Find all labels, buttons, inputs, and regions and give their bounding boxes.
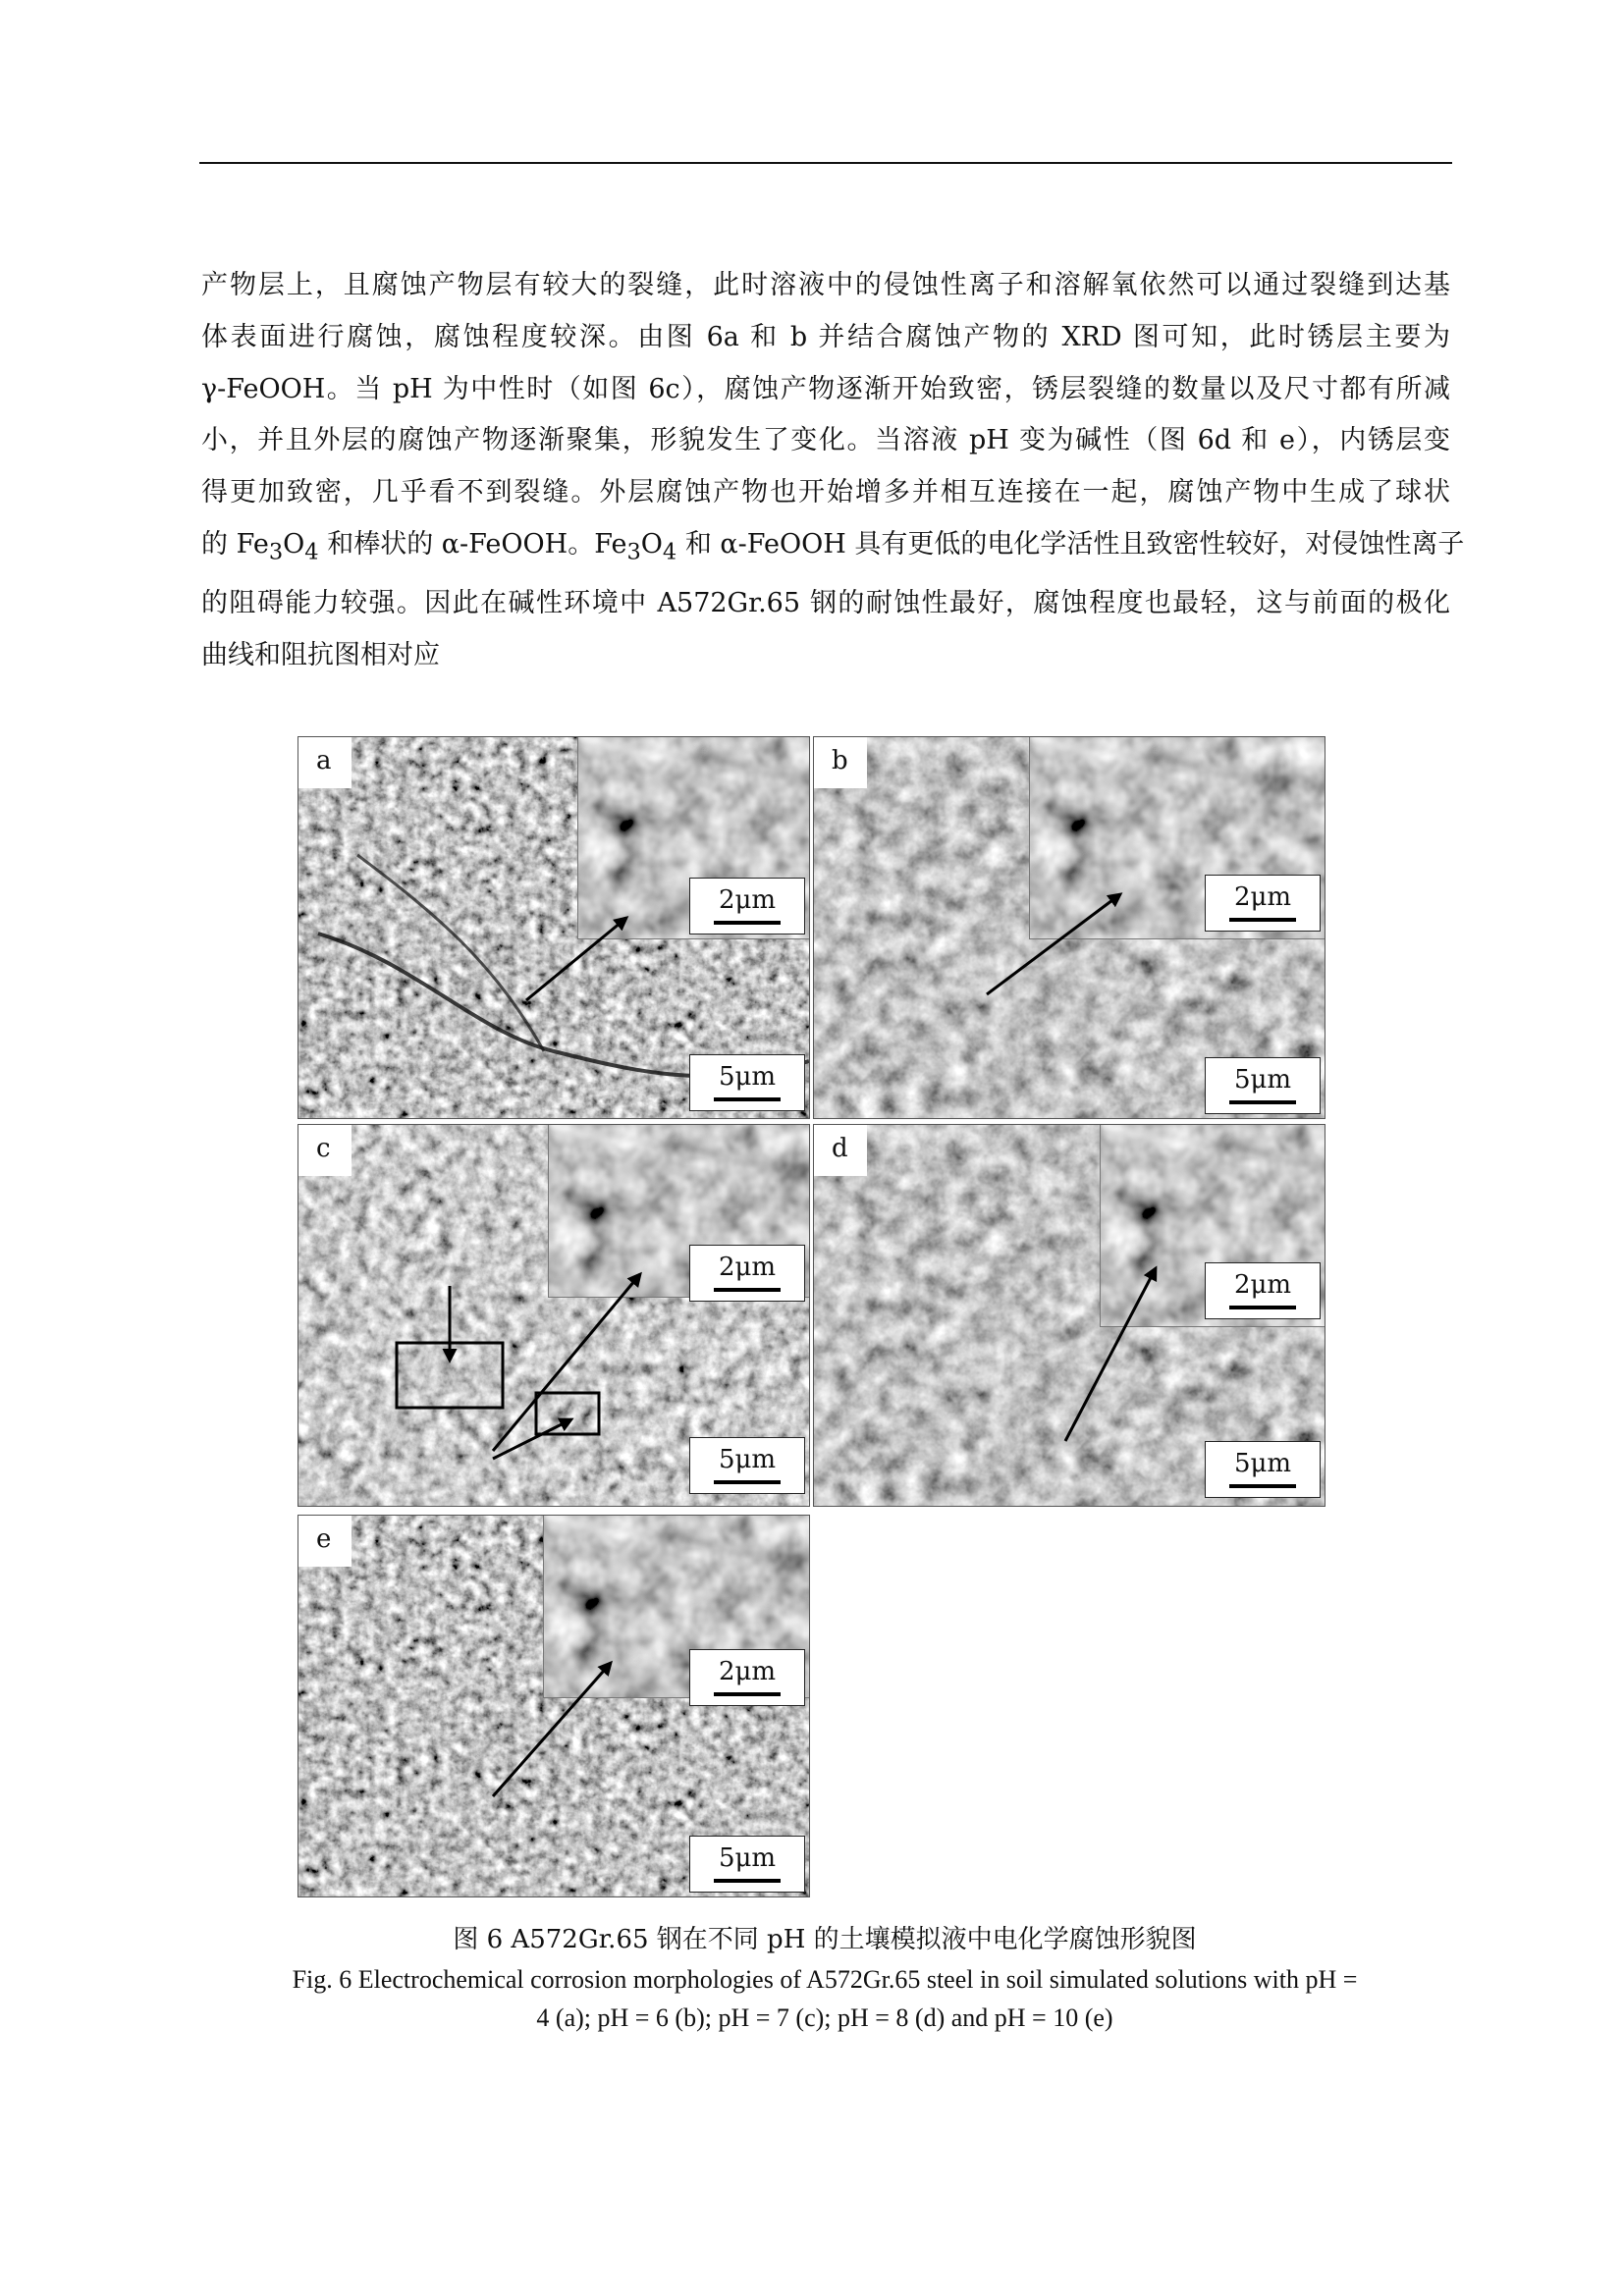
body-line: 得更加致密，几乎看不到裂缝。外层腐蚀产物也开始增多并相互连接在一起，腐蚀产物中生成了球状 [201,477,1450,508]
main-scale-bar: 5μm [689,1836,805,1893]
inset-scale-bar: 2μm [689,1649,805,1706]
figure-caption-en [236,1960,1414,2037]
body-line: γ-FeOOH。当 pH 为中性时（如图 6c），腐蚀产物逐渐开始致密，锈层裂缝的数量以及尺寸都有所减 [201,373,1450,404]
panel-label: b [814,737,867,788]
panel-label: e [298,1516,352,1567]
inset-scale-bar: 2μm [689,878,805,934]
body-line: 体表面进行腐蚀，腐蚀程度较深。由图 6a 和 b 并结合腐蚀产物的 XRD 图可知，此时锈层主要为 [201,321,1450,352]
sem-panel-b [813,736,1325,1119]
caption-en-line-2: 4 (a); pH = 6 (b); pH = 7 (c); pH = 8 (d) and pH = 10 (e) [536,2003,1113,2032]
figure-caption-cn: 图 6 A572Gr.65 钢在不同 pH 的土壤模拟液中电化学腐蚀形貌图 [453,1925,1197,1954]
main-scale-bar: 5μm [689,1054,805,1111]
panel-label: c [298,1125,352,1176]
header-rule [199,162,1452,164]
inset-scale-bar: 2μm [1205,875,1321,932]
sem-panel-c [298,1124,810,1507]
inset-scale-bar: 2μm [689,1245,805,1302]
panel-label: a [298,737,352,788]
body-line: 的阻碍能力较强。因此在碱性环境中 A572Gr.65 钢的耐蚀性最好，腐蚀程度也最轻，这与前面的极化 [201,588,1450,619]
body-line: 小，并且外层的腐蚀产物逐渐聚集，形貌发生了变化。当溶液 pH 变为碱性（图 6d 和 e），内锈层变 [201,425,1450,456]
inset-scale-bar: 2μm [1205,1262,1321,1319]
body-line: 的 $Fe_3O_4$ 和棒状的 α-FeOOH。$Fe_3O_4$ 和 α-FeOOH 具有更低的电化学活性且致密性较好，对侵蚀性离子 [201,528,1465,565]
body-line: 曲线和阻抗图相对应 [201,639,440,670]
body-paragraph [201,260,1465,682]
body-line: 产物层上，且腐蚀产物层有较大的裂缝，此时溶液中的侵蚀性离子和溶解氧依然可以通过裂缝到达基 [201,270,1450,300]
main-scale-bar: 5μm [1205,1441,1321,1498]
sem-panel-e [298,1515,810,1897]
panel-label: d [814,1125,867,1176]
sem-panel-d [813,1124,1325,1507]
main-scale-bar: 5μm [689,1437,805,1494]
main-scale-bar: 5μm [1205,1057,1321,1114]
sem-panel-a [298,736,810,1119]
caption-en-line-1: Fig. 6 Electrochemical corrosion morphologies of A572Gr.65 steel in soil simulated solutions with pH = [292,1965,1358,1994]
